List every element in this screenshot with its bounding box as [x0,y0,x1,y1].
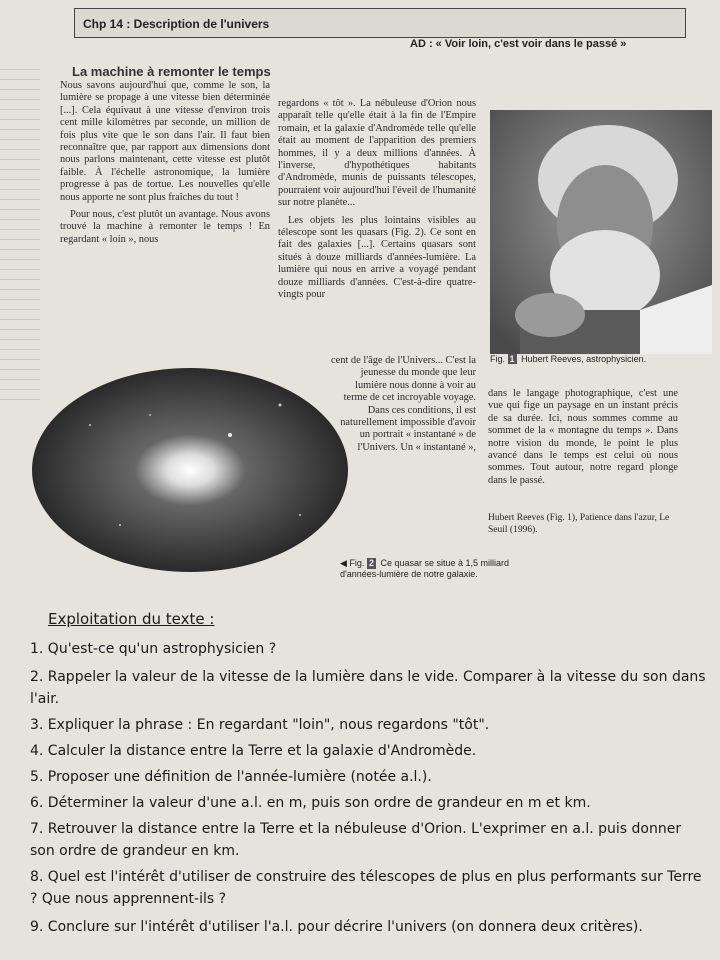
paragraph: regardons « tôt ». La nébuleuse d'Orion nous apparaît telle qu'elle était à la fin de l'Empire romain, et la galaxie d'Andromède telle qu'elle était au moment de l'apparition des premiers hommes, il y a deux millions d'années. À l'inverse, d'hypothétiques habitants d'Andromède, munis de puissants télescopes, pourraient voir aujourd'hui l'éveil de l'humanité sur notre planète... [278,98,476,209]
paragraph: Les objets les plus lointains visibles au télescope sont les quasars (Fig. 2). Ce sont en fait des galaxies [...]. Certains quasars sont situés à douze milliards d'années-lumière. La lumière qui nous en arrive a voyagé pendant douze milliards d'années. C'est-à-dire quatre-vingts pour [278,214,476,301]
citation: Hubert Reeves (Fig. 1), Patience dans l'azur, Le Seuil (1996). [488,513,670,535]
fig-label: Fig. [349,558,365,568]
header-box [74,8,686,38]
question-7: 7. Retrouver la distance entre la Terre et la nébuleuse d'Orion. L'exprimer en a.l. puis donner son ordre de grandeur en km. [30,821,682,859]
question-4: 4. Calculer la distance entre la Terre et la galaxie d'Andromède. [30,743,477,759]
fig2-caption: ◀ Fig. 2 Ce quasar se situe à 1,5 milliard d'années-lumière de notre galaxie. [340,558,510,579]
fig1-caption [490,354,646,364]
question-1: 1. Qu'est-ce qu'un astrophysicien ? [30,641,277,657]
article-column-2 [278,98,476,307]
caption-text: Hubert Reeves, astrophysicien. [521,354,647,364]
exploitation-heading: Exploitation du texte : [48,610,215,628]
article-column-1 [60,80,270,251]
caption-text: Ce quasar se situe à 1,5 milliard d'années-lumière de notre galaxie. [340,558,510,579]
question-5: 5. Proposer une définition de l'année-lumière (notée a.l.). [30,769,432,785]
fig-label: Fig. [490,354,506,364]
ruled-paper-edge [0,60,40,400]
question-6: 6. Déterminer la valeur d'une a.l. en m, puis son ordre de grandeur en m et km. [30,795,591,811]
question-3: 3. Expliquer la phrase : En regardant "loin", nous regardons "tôt". [30,717,490,733]
paragraph: dans le langage photographique, c'est une vue qui fige un paysage en un instant précis de sa durée. Ici, nous sommes comme au sommet de la « montagne du temps ». Dans notre vision du monde, le point le plus avancé dans le temps est celui où nous sommes. Tout autour, notre regard plonge dans le passé. [488,388,678,486]
question-2: 2. Rappeler la valeur de la vitesse de la lumière dans le vide. Comparer à la vitesse du son dans l'air. [30,669,706,707]
quasar-image [30,365,350,575]
fig-number: 2 [368,558,374,568]
paragraph: cent de l'âge de l'Univers... C'est la jeunesse du monde que leur lumière nous donne à voir au terme de cet incroyable voyage. Dans ces conditions, il est naturellement impossible d'avoir un portrait « instantané » de l'Univers. Un « instantané », [331,355,476,453]
fig-number: 1 [509,354,515,364]
article-column-3 [488,388,678,492]
chapter-title: Chp 14 : Description de l'univers [83,17,270,31]
activity-title: AD : « Voir loin, c'est voir dans le passé » [410,38,627,50]
question-9: 9. Conclure sur l'intérêt d'utiliser l'a.l. pour décrire l'univers (on donnera deux critères). [30,919,643,935]
article-title: La machine à remonter le temps [72,64,271,79]
portrait-illustration [490,110,712,354]
question-8: 8. Quel est l'intérêt d'utiliser de construire des télescopes de plus en plus performants sur Terre ? Que nous apprennent-ils ? [30,869,702,907]
article-column-2-wrap [330,355,476,459]
hubert-reeves-photo [490,110,712,354]
paragraph: Nous savons aujourd'hui que, comme le son, la lumière se propage à une vitesse bien déterminée [...]. Cela équivaut à une vitesse d'environ trois cent mille kilomètres par seconde, un million de fois plus vite que le son dans l'air. Il faut bien reconnaître que, par rapport aux dimensions dont nous parlons maintenant, cette vitesse est plutôt faible. À l'échelle astronomique, la lumière progresse à pas de tortue. Les nouvelles qu'elle nous apporte ne sont plus fraîches du tout ! [60,80,270,203]
paragraph: Pour nous, c'est plutôt un avantage. Nous avons trouvé la machine à remonter le temps ! En regardant « loin », nous [60,209,270,245]
quasar-illustration [30,365,350,575]
